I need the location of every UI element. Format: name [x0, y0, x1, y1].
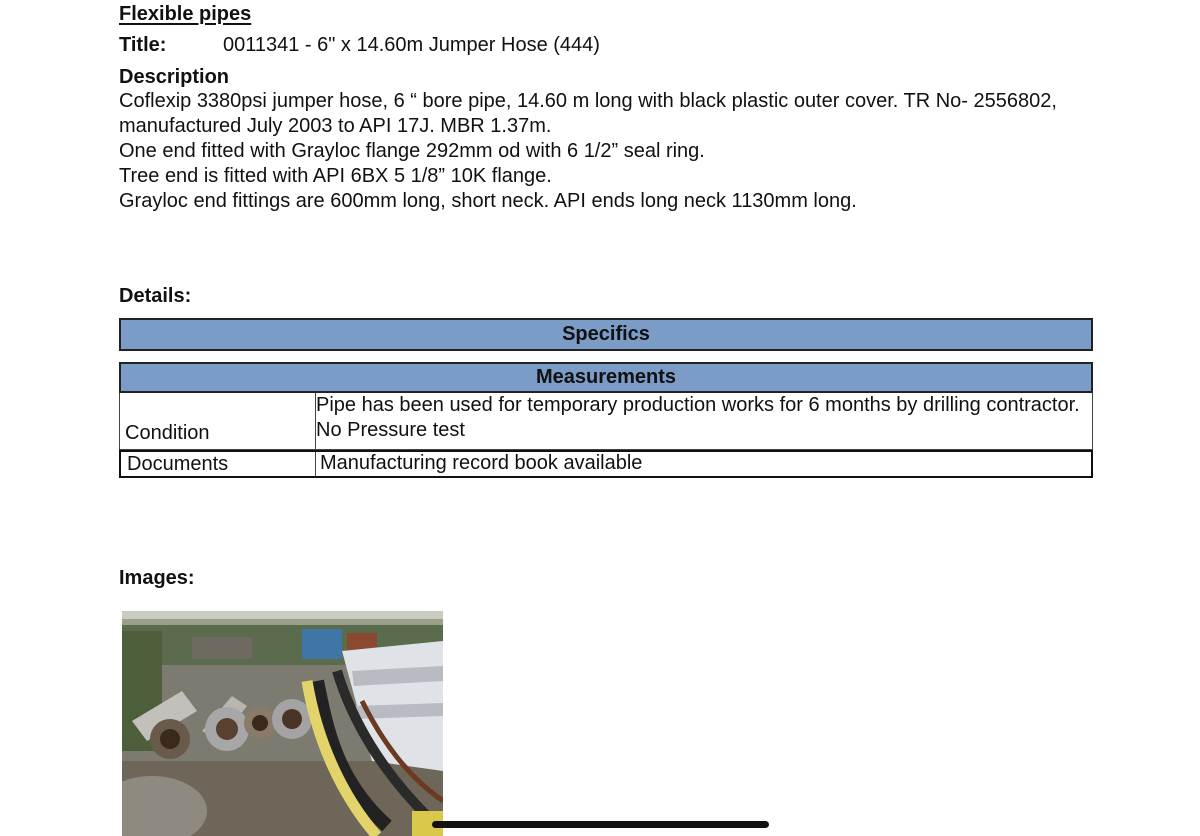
specifics-header: Specifics [119, 318, 1093, 351]
condition-label: Condition [125, 422, 210, 444]
title-value: 0011341 - 6" x 14.60m Jumper Hose (444) [223, 34, 600, 56]
section-title: Flexible pipes [119, 3, 252, 25]
table-row-documents [119, 450, 1093, 478]
table-row-condition [119, 393, 1093, 450]
scrollbar-thumb[interactable] [432, 821, 769, 828]
title-label: Title: [119, 34, 167, 56]
condition-value-cell [316, 393, 1092, 449]
description-line: Grayloc end fittings are 600mm long, short neck. API ends long neck 1130mm long. [119, 190, 857, 212]
description-text [119, 89, 1119, 214]
description-line: manufactured July 2003 to API 17J. MBR 1.37m. [119, 115, 552, 137]
documents-label-cell [121, 452, 316, 476]
measurements-header: Measurements [119, 362, 1093, 393]
description-line: Coflexip 3380psi jumper hose, 6 “ bore pipe, 14.60 m long with black plastic outer cover. TR No- 2556802, [119, 90, 1057, 112]
condition-value-line: No Pressure test [316, 419, 465, 441]
pipe-photo [122, 611, 443, 836]
condition-value-line: Pipe has been used for temporary production works for 6 months by drilling contractor. [316, 394, 1080, 416]
details-label: Details: [119, 285, 192, 307]
description-line: One end fitted with Grayloc flange 292mm od with 6 1/2” seal ring. [119, 140, 705, 162]
documents-value-cell [320, 452, 1091, 476]
condition-label-cell [120, 393, 316, 449]
documents-label: Documents [127, 453, 229, 475]
images-label: Images: [119, 567, 195, 589]
documents-value: Manufacturing record book available [320, 452, 643, 474]
description-label: Description [119, 66, 230, 88]
description-line: Tree end is fitted with API 6BX 5 1/8” 10K flange. [119, 165, 552, 187]
